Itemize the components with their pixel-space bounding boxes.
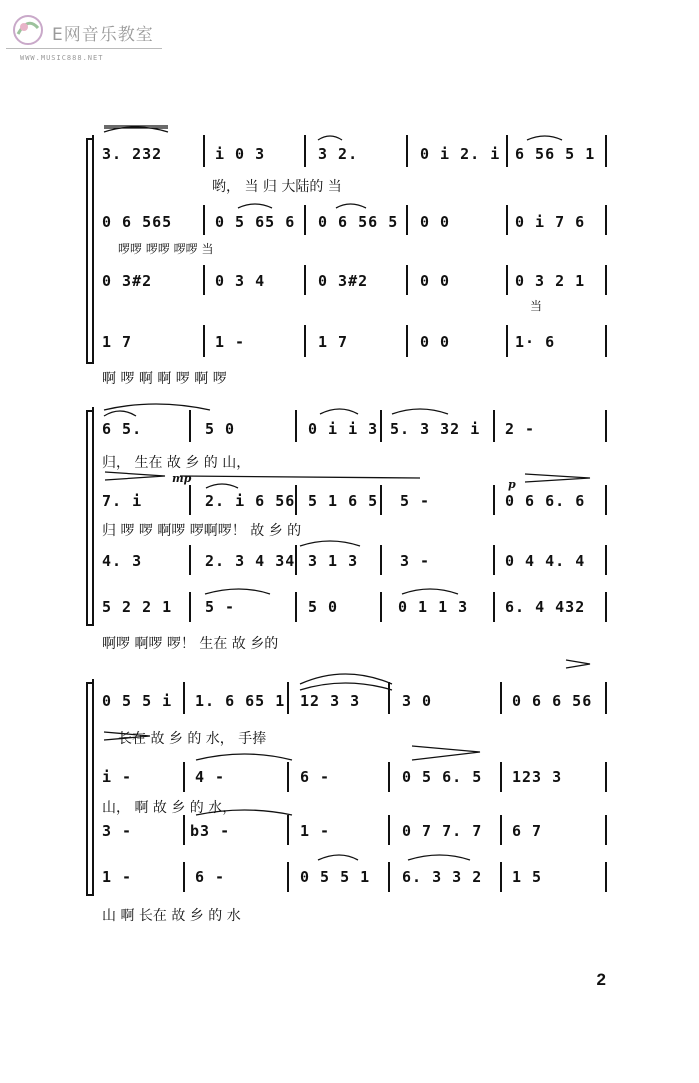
notes-measure: 0 1 1 3 [398,598,469,616]
dynamic-marking: mp [172,472,192,485]
notes-measure: 1 - [300,822,331,840]
lyrics-line: 归 啰 啰 啊啰 啰啊啰！ 故 乡 的 [102,523,302,539]
dynamic-marking: p [508,478,516,491]
notes-measure: 0 6 6. 6 [505,492,586,510]
notes-measure: 2 - [505,420,536,438]
notes-measure: 5 0 [308,598,339,616]
notes-measure: 0 3#2 [102,272,153,290]
notes-measure: 3 - [102,822,133,840]
notes-measure: 5 - [400,492,431,510]
notes-measure: 0 6 56 5 [318,213,399,231]
notes-measure: 6 5. [102,420,143,438]
notes-measure: 1. 6 65 1 [195,692,286,710]
notes-measure: 1 7 [102,333,133,351]
notes-measure: 0 i i 3 [308,420,379,438]
notes-measure: 2. i 6 56 [205,492,296,510]
notes-measure: 6 - [300,768,331,786]
notes-measure: 0 3#2 [318,272,369,290]
notes-measure: 0 5 5 1 [300,868,371,886]
notes-measure: 6 7 [512,822,543,840]
notes-measure: 4 - [195,768,226,786]
notes-measure: 1 7 [318,333,349,351]
lyrics-line: 长在 故 乡 的 水， 手捧 [118,731,267,747]
page-number: 2 [596,970,606,989]
notes-measure: 0 i 2. i [420,145,501,163]
notes-measure: i - [102,768,133,786]
notes-measure: 0 6 565 [102,213,173,231]
lyrics-line: 哟， 当 归 大陆的 当 [212,179,342,195]
notes-measure: 3 - [400,552,431,570]
notes-measure: 0 i 7 6 [515,213,586,231]
notes-measure: 0 5 5 i [102,692,173,710]
notes-measure: 2. 3 4 34 [205,552,296,570]
notes-measure: 1 5 [512,868,543,886]
notes-measure: 6 56 5 1 [515,145,596,163]
lyrics-line: 啊啰 啊啰 啰！ 生在 故 乡的 [102,636,279,652]
notes-measure: 3. 232 [102,145,163,163]
notes-measure: 0 5 65 6 [215,213,296,231]
notes-measure: 0 3 4 [215,272,266,290]
notes-measure: 5 - [205,598,236,616]
notes-measure: 6 - [195,868,226,886]
notes-measure: 3 1 3 [308,552,359,570]
notes-measure: 12 3 3 [300,692,361,710]
notes-measure: i 0 3 [215,145,266,163]
notes-measure: 4. 3 [102,552,143,570]
watermark-title: E网音乐教室 [52,25,154,45]
notes-measure: 0 0 [420,213,451,231]
notes-measure: 6. 3 3 2 [402,868,483,886]
notes-measure: 0 3 2 1 [515,272,586,290]
notes-measure: 3 2. [318,145,359,163]
watermark-url: WWW.MUSIC888.NET [20,54,104,62]
notes-measure: 0 0 [420,272,451,290]
notes-measure: 1 - [102,868,133,886]
lyrics-line: 归， 生在 故 乡 的 山， [102,455,251,471]
lyrics-line: 山 啊 长在 故 乡 的 水 [102,908,241,924]
notes-measure: 0 4 4. 4 [505,552,586,570]
notes-measure: 123 3 [512,768,563,786]
notes-measure: 1· 6 [515,333,556,351]
notes-measure: 0 7 7. 7 [402,822,483,840]
notes-measure: 5 0 [205,420,236,438]
lyrics-line: 山， 啊 故 乡 的 水， [102,800,237,816]
notes-measure: 0 5 6. 5 [402,768,483,786]
notes-measure: 0 6 6 56 [512,692,593,710]
lyrics-line: 当 [530,299,543,313]
lyrics-line: 啊 啰 啊 啊 啰 啊 啰 [102,371,227,387]
lyrics-line: 啰啰 啰啰 啰啰 当 [118,242,214,256]
notes-measure: 1 - [215,333,246,351]
notes-measure: 5. 3 32 i [390,420,481,438]
notes-measure: 3 0 [402,692,433,710]
notes-measure: 0 0 [420,333,451,351]
notes-measure: 5 2 2 1 [102,598,173,616]
notes-measure: 7. i [102,492,143,510]
notes-measure: 6. 4 432 [505,598,586,616]
notes-measure: 5 1 6 5 [308,492,379,510]
notes-measure: b3 - [190,822,231,840]
